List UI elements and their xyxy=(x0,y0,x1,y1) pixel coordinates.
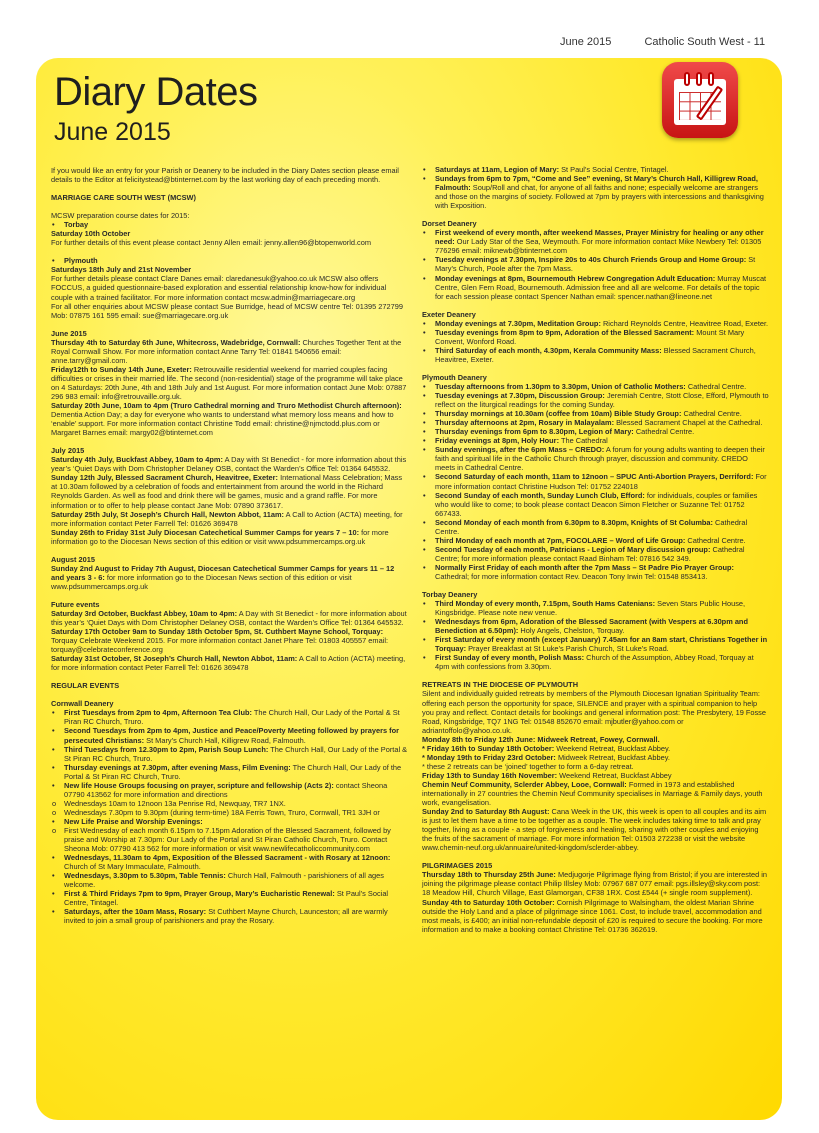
deanery-heading: Plymouth Deanery xyxy=(422,372,487,382)
list-item: • Third Tuesdays from 12.30pm to 2pm, Parish Soup Lunch: The Church Hall, Our Lady of the Portal & St Piran RC Church, Truro. xyxy=(51,745,409,763)
list-item: • Tuesday evenings at 7.30pm, Discussion Group: Jeremiah Centre, Stott Close, Efford, Plymouth to reflect on the liturgical readings for the coming Sunday. xyxy=(422,391,770,409)
calendar-icon xyxy=(662,62,738,138)
list-item: • First Sunday of every month, Polish Mass: Church of the Assumption, Abbey Road, Torquay at 4pm with confessions from 3.30pm. xyxy=(422,653,770,671)
event-entry: Friday12th to Sunday 14th June, Exeter: Retrouvaille residential weekend for married couples facing difficulties or crises in their married life. The second (non-residential) stage of the programme will take place on 4 Saturdays: 20th June, 4th and 18th July and 1st August. For more information contact June Mob: 07887 296 983 email: info@retrouvaille.org.uk. xyxy=(51,364,407,401)
retreat-entry: Monday 8th to Friday 12th June: Midweek Retreat, Fowey, Cornwall. xyxy=(422,734,660,744)
mcsw-intro: MCSW preparation course dates for 2015: xyxy=(51,211,190,221)
sub-list-item: o Wednesdays 7.30pm to 9.30pm (during term-time) 18A Ferris Town, Truro, Cornwall, TR1 3JH or xyxy=(51,808,409,817)
sub-list-item: o First Wednesday of each month 6.15pm to 7.15pm Adoration of the Blessed Sacrament, followed by praise and Worship at 7.30pm: Our Lady of the Portal and St Piran Catholic Church, Truro. Contact Sheona Mob: 07790 413 562 for more information or visit www.newlifecatholiccommunity.com xyxy=(51,826,409,853)
section-heading: July 2015 xyxy=(51,446,85,456)
list-item: • First Saturday of every month (except January) 7.45am for an 8am start, Christians Together in Torquay: Prayer Breakfast at St Luke’s Parish Church, St Luke’s Road. xyxy=(422,635,770,653)
section-heading: Future events xyxy=(51,599,100,609)
list-item: • Wednesdays from 6pm, Adoration of the Blessed Sacrament (with Vespers at 6.30pm and Benediction at 6.50pm): Holy Angels, Chelston, Torquay. xyxy=(422,617,770,635)
diary-panel xyxy=(36,58,782,1120)
list-item: • Normally First Friday of each month after the 7pm Mass – St Padre Pio Prayer Group: Cathedral; for more information contact Rev. Deacon Tony Irwin Tel: 01548 853413. xyxy=(422,563,770,581)
section-heading: June 2015 xyxy=(51,328,87,338)
list-item: • New life House Groups focusing on prayer, scripture and fellowship (Acts 2): contact Sheona 07790 413562 for more information and directions xyxy=(51,781,409,799)
pilgrimage-entry: Sunday 4th to Saturday 10th October: Cornish Pilgrimage to Walsingham, the oldest Marian Shrine outside the Holy Land and a place of pilgrimage since 1061. Cost, to include travel, accommodation and most meals, is £400; an initial non-refundable deposit of £20 is required to secure the booking. For more information and to make a booking contact Christine Tel: 01736 362619. xyxy=(422,897,763,934)
list-item: • Wednesdays, 11.30am to 4pm, Exposition of the Blessed Sacrament - with Rosary at 12noon: Church of St Mary Immaculate, Falmouth. xyxy=(51,853,409,871)
list-item: • Friday evenings at 8pm, Holy Hour: The Cathedral xyxy=(422,436,770,445)
pilgrimage-entry: Thursday 18th to Thursday 25th June: Medjugorje Pilgrimage flying from Bristol; if you are interested in joining the pilgrimage please contact Philip Illsley Mob: 07967 687 077 email: pgs.illsley@sky.com post: 18 Meadow Hill, Church Village, East Glamorgan, CF38 1RX. Cost £544 (+ single room supplement). xyxy=(422,870,768,898)
list-item: • Second Monday of each month from 6.30pm to 8.30pm, Knights of St Columba: Cathedral Centre. xyxy=(422,518,770,536)
running-head xyxy=(560,36,800,48)
list-item: • Third Monday of every month, 7.15pm, South Hams Catenians: Seven Stars Public House, Kingsbridge. Please note new venue. xyxy=(422,599,770,617)
event-entry: Saturday 3rd October, Buckfast Abbey, 10am to 4pm: A Day with St Benedict - for more information about this year’s ‘Quiet Days with Dom Christopher Delaney OSB, contact the Warden’s Office Tel: 01364 645532. xyxy=(51,608,407,628)
list-item: • Second Sunday of each month, Sunday Lunch Club, Efford: for individuals, couples or families who would like to come; to book please contact Deacon Simon Fletcher or Suzanne Tel: 01752 667433. xyxy=(422,491,770,518)
issue-date: June 2015 xyxy=(560,36,612,48)
list-item: • Second Saturday of each month, 11am to 12noon – SPUC Anti-Abortion Prayers, Derriford: For more information contact Christine Hudson Tel: 01752 224018 xyxy=(422,472,770,490)
list-item: • Tuesday evenings from 8pm to 9pm, Adoration of the Blessed Sacrament: Mount St Mary Convent, Wonford Road. xyxy=(422,328,770,346)
list-item: • Saturdays, after the 10am Mass, Rosary: St Cuthbert Mayne Church, Launceston; all are warmly invited to join a small group of parishioners and pray the Rosary. xyxy=(51,907,409,925)
deanery-heading: Cornwall Deanery xyxy=(51,699,114,709)
event-entry: Saturday 4th July, Buckfast Abbey, 10am to 4pm: A Day with St Benedict - for more information about this year’s ‘Quiet Days with Dom Christopher Delaney OSB, contact the Warden’s Office Tel: 01364 645532. xyxy=(51,455,407,474)
page-title: Diary Dates xyxy=(54,70,258,114)
list-item: • First Tuesdays from 2pm to 4pm, Afternoon Tea Club: The Church Hall, Our Lady of the Portal & St Piran RC Church, Truro. xyxy=(51,708,409,726)
intro-text: If you would like an entry for your Parish or Deanery to be included in the Diary Dates section please email details to the Editor at felicitystead@btinternet.com by the last working day of each preceding month. xyxy=(51,166,399,185)
event-details: For further details of this event please contact Jenny Allen email: jenny.allen96@btopenworld.com xyxy=(51,238,372,248)
event-entry: Saturday 25th July, St Joseph’s Church Hall, Newton Abbot, 11am: A Call to Action (ACTA) meeting, for more information contact Peter Farrell Tel: 01626 369478 xyxy=(51,509,403,528)
section-heading: PILGRIMAGES 2015 xyxy=(422,861,493,871)
event-details: For further details please contact Clare Danes email: claredanesuk@yahoo.co.uk MCSW also offers FOCCUS, a guided questionnaire-based exploration and essential relationship know-how for individual couple with a trained facilitator. For more information contact mcsw.admin@marriagecare.org xyxy=(51,274,387,302)
list-item: • Torbay xyxy=(51,220,409,229)
list-item: • New Life Praise and Worship Evenings: xyxy=(51,817,409,826)
retreat-note: * these 2 retreats can be ‘joined’ together to form a 6-day retreat. xyxy=(422,761,634,771)
event-entry: Thursday 4th to Saturday 6th June, Whitecross, Wadebridge, Cornwall: Churches Together Tent at the Royal Cornwall Show. For more information contact Anne Tarry Tel: 01841 540656 email: anne.tarry@gmail.com. xyxy=(51,337,402,365)
section-heading: REGULAR EVENTS xyxy=(51,681,120,691)
list-item: • Sundays from 6pm to 7pm, “Come and See” evening, St Mary’s Church Hall, Killigrew Road, Falmouth: Soup/Roll and chat, for anyone of all faiths and none; especially welcome are strangers and those on the margins of society. Followed at 7pm by prayers with intercessions and thanksgiving with Exposition. xyxy=(422,174,770,210)
list-item: • First & Third Fridays 7pm to 9pm, Prayer Group, Mary’s Eucharistic Renewal: St Paul’s Social Centre, Tintagel. xyxy=(51,889,409,907)
page-subtitle: June 2015 xyxy=(54,118,171,146)
list-item: • Third Monday of each month at 7pm, FOCOLARE – Word of Life Group: Cathedral Centre. xyxy=(422,536,770,545)
retreats-intro: Silent and individually guided retreats by members of the Plymouth Diocesan Ignatian Spirituality Team: offering each person the opportunity for space, SILENCE and prayer with a spiritual companion to help you pray and reflect. Contact details for bookings and general information post: The Presbytery, 19 Fosse Road, Kingsbridge, TQ7 1NG Tel: 01548 852670 email: mjbutler@yahoo.com or adriantoffolo@yahoo.co.uk. xyxy=(422,689,766,735)
list-item: • Monday evenings at 7.30pm, Meditation Group: Richard Reynolds Centre, Heavitree Road, Exeter. xyxy=(422,319,770,328)
section-heading: MARRIAGE CARE SOUTH WEST (MCSW) xyxy=(51,193,196,203)
publication-page: Catholic South West - 11 xyxy=(644,36,766,48)
list-item: • Second Tuesday of each month, Patricians - Legion of Mary discussion group: Cathedral Centre; for more information please contact Raad Binham Tel: 07816 542 349. xyxy=(422,545,770,563)
retreat-entry: Friday 13th to Sunday 16th November: Weekend Retreat, Buckfast Abbey xyxy=(422,770,672,780)
list-item: • First weekend of every month, after weekend Masses, Prayer Ministry for healing or any other need: Our Lady Star of the Sea, Weymouth. For more information contact Mike Newbery Tel: 01305 776296 email: miknewb@btinternet.com xyxy=(422,228,770,255)
event-entry: Saturday 17th October 9am to Sunday 18th October 5pm, St. Cuthbert Mayne School, Torquay: Torquay Celebrate Weekend 2015. For more information contact Janet Phare Tel: 01803 405557 email: torquay@celebrateconference.org xyxy=(51,627,389,655)
event-entry: Saturday 20th June, 10am to 4pm (Truro Cathedral morning and Truro Methodist Church afternoon): Dementia Action Day; a day for everyone who wants to understand what memory loss means and how to ‘enable’ support. For more information contact Christine Todd email: christine@njmctodd.plus.com or Margaret Barnes email: margy02@btinternet.com xyxy=(51,401,402,438)
list-item: • Saturdays at 11am, Legion of Mary: St Paul’s Social Centre, Tintagel. xyxy=(422,165,770,174)
list-item: • Thursday mornings at 10.30am (coffee from 10am) Bible Study Group: Cathedral Centre. xyxy=(422,409,770,418)
event-entry: Sunday 26th to Friday 31st July Diocesan Catechetical Summer Camps for years 7 – 10: for more information go to the Diocesan News section of this edition or visit www.pdsummercamps.org.uk xyxy=(51,527,389,546)
section-heading: RETREATS IN THE DIOCESE OF PLYMOUTH xyxy=(422,680,579,690)
list-item: • Wednesdays, 3.30pm to 5.30pm, Table Tennis: Church Hall, Falmouth - parishioners of all ages welcome. xyxy=(51,871,409,889)
retreat-entry: Sunday 2nd to Saturday 8th August: Cana Week in the UK, this week is open to all couples and its aim is just to let them have a time to be together as a couple. The week includes taking time to talk and pray together, living as a couple - a step of forgiveness and healing, sharing with other couples and enjoying the fruits of the sacrament of marriage. For more information Tel: 01503 272238 or visit the website www.chemin-neuf.org.uk/annuaire/united-kingdom/sclerder-abbey. xyxy=(422,807,767,853)
section-heading: August 2015 xyxy=(51,554,95,564)
event-date: Saturdays 18th July and 21st November xyxy=(51,265,192,275)
deanery-heading: Exeter Deanery xyxy=(422,309,476,319)
event-details: For all other enquiries about MCSW please contact Sue Burridge, head of MCSW centre Tel: 01395 272799 Mob: 07875 161 595 email: sue@marriagecare.org.uk xyxy=(51,301,403,320)
event-entry: Sunday 12th July, Blessed Sacrament Church, Heavitree, Exeter: International Mass Celebration; Mass at 10.30am followed by a celebration of foods and entertainment from around the world in the Richard Reynolds Garden. As well as food and drink there will be games, music and a grand raffle. For more information or to offer to help please contact Jane Mob: 07890 373617. xyxy=(51,473,403,510)
list-item: • Thursday afternoons at 2pm, Rosary in Malayalam: Blessed Sacrament Chapel at the Cathedral. xyxy=(422,418,770,427)
retreat-entry: * Monday 19th to Friday 23rd October: Midweek Retreat, Buckfast Abbey. xyxy=(422,752,670,762)
list-item: • Second Tuesdays from 2pm to 4pm, Justice and Peace/Poverty Meeting followed by prayers for persecuted Christians: St Mary’s Church Hall, Killigrew Road, Falmouth. xyxy=(51,726,409,744)
deanery-heading: Torbay Deanery xyxy=(422,590,478,600)
event-entry: Sunday 2nd August to Friday 7th August, Diocesan Catechetical Summer Camps for years 11 – 12 and years 3 - 6: for more information go to the Diocesan News section of this edition or visit www.pdsummercamps.org.uk xyxy=(51,563,395,591)
list-item: • Monday evenings at 8pm, Bournemouth Hebrew Congregation Adult Education: Murray Muscat Centre, Glen Fern Road, Bournemouth. Admission free and all are welcome. For details of the topic for each session please contact Spencer Nathan email: spencer.nathan@lineone.net xyxy=(422,274,770,301)
list-item: • Thursday evenings from 6pm to 8.30pm, Legion of Mary: Cathedral Centre. xyxy=(422,427,770,436)
sub-list-item: o Wednesdays 10am to 12noon 13a Penrise Rd, Newquay, TR7 1NX. xyxy=(51,799,409,808)
retreat-entry: Chemin Neuf Community, Sclerder Abbey, Looe, Cornwall: Formed in 1973 and established internationally in 27 countries the Chemin Neuf Community specialises in Marriage & Family days, youth work, evangelisation. xyxy=(422,779,763,808)
list-item: • Sunday evenings, after the 6pm Mass – CREDO: A forum for young adults wanting to deepen their faith and spiritual life in the Catholic Church through prayer, discussion and community. CREDO meets in Cathedral Centre. xyxy=(422,445,770,472)
list-item: • Tuesday evenings at 7.30pm, Inspire 20s to 40s Church Friends Group and Home Group: St Mary’s Church, Poole after the 7pm Mass. xyxy=(422,255,770,273)
right-column xyxy=(422,165,770,934)
left-column xyxy=(51,166,409,926)
event-date: Saturday 10th October xyxy=(51,229,131,239)
deanery-heading: Dorset Deanery xyxy=(422,219,477,229)
list-item: • Plymouth xyxy=(51,256,409,265)
list-item: • Thursday evenings at 7.30pm, after evening Mass, Film Evening: The Church Hall, Our Lady of the Portal & St Piran RC Church, Truro. xyxy=(51,763,409,781)
list-item: • Third Saturday of each month, 4.30pm, Kerala Community Mass: Blessed Sacrament Church, Heavitree, Exeter. xyxy=(422,346,770,364)
event-entry: Saturday 31st October, St Joseph’s Church Hall, Newton Abbot, 11am: A Call to Action (ACTA) meeting, for more information contact Peter Farrell Tel: 01626 369478 xyxy=(51,654,406,673)
retreat-entry: * Friday 16th to Sunday 18th October: Weekend Retreat, Buckfast Abbey. xyxy=(422,743,671,753)
list-item: • Tuesday afternoons from 1.30pm to 3.30pm, Union of Catholic Mothers: Cathedral Centre. xyxy=(422,382,770,391)
